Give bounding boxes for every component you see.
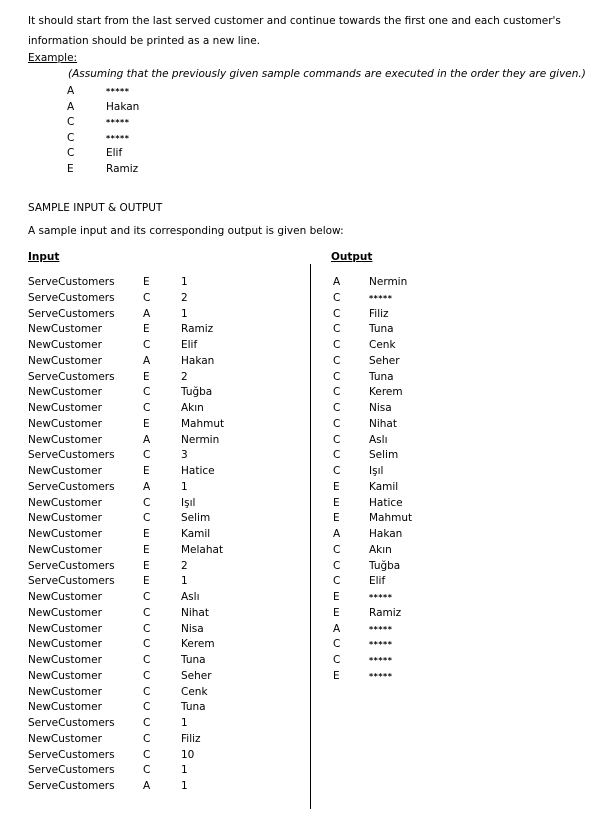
- output-value: Nihat: [369, 417, 397, 430]
- output-value: Nisa: [369, 402, 392, 414]
- input-code: C: [143, 339, 151, 351]
- input-command: NewCustomer: [28, 339, 102, 351]
- input-command: NewCustomer: [28, 465, 102, 477]
- output-code: C: [333, 386, 341, 399]
- input-value: Filiz: [181, 732, 201, 745]
- input-code: C: [143, 622, 151, 635]
- section-description: A sample input and its corresponding output is given below:: [28, 225, 344, 237]
- input-command: NewCustomer: [28, 496, 102, 509]
- output-code: C: [333, 638, 341, 651]
- output-code: E: [333, 606, 340, 619]
- input-command: NewCustomer: [28, 732, 102, 745]
- input-code: E: [143, 528, 150, 540]
- input-value: Hakan: [181, 354, 215, 367]
- input-command: NewCustomer: [28, 433, 102, 446]
- input-command: NewCustomer: [28, 669, 102, 682]
- input-command: ServeCustomers: [28, 307, 115, 320]
- input-command: ServeCustomers: [28, 717, 115, 729]
- input-command: NewCustomer: [28, 591, 102, 603]
- input-code: E: [143, 276, 150, 288]
- input-value: 1: [181, 717, 188, 729]
- input-code: C: [143, 402, 151, 414]
- input-command: NewCustomer: [28, 402, 102, 414]
- input-command: NewCustomer: [28, 622, 102, 635]
- example-code: A: [67, 85, 75, 97]
- input-command: ServeCustomers: [28, 370, 115, 383]
- example-value: *****: [106, 87, 130, 96]
- input-command: NewCustomer: [28, 685, 102, 698]
- input-code: A: [143, 480, 151, 493]
- input-code: C: [143, 591, 151, 603]
- input-code: C: [143, 748, 151, 761]
- input-value: 1: [181, 276, 188, 288]
- input-command: NewCustomer: [28, 323, 102, 336]
- input-code: E: [143, 575, 150, 588]
- input-code: C: [143, 386, 151, 399]
- example-title: Example:: [28, 52, 78, 64]
- input-header: Input: [28, 251, 60, 263]
- input-value: Cenk: [181, 685, 208, 698]
- output-code: C: [333, 417, 341, 430]
- output-value: Hatice: [369, 496, 403, 509]
- input-value: Seher: [181, 669, 212, 682]
- output-value: *****: [369, 293, 393, 303]
- input-value: Tuna: [181, 701, 206, 714]
- example-code: C: [67, 116, 75, 129]
- input-value: Kamil: [181, 528, 211, 540]
- section-title: SAMPLE INPUT & OUTPUT: [28, 202, 163, 214]
- output-value: Elif: [369, 575, 386, 588]
- output-code: E: [333, 669, 340, 682]
- input-command: NewCustomer: [28, 512, 102, 525]
- output-value: Seher: [369, 354, 400, 367]
- input-code: C: [143, 669, 151, 682]
- input-value: Kerem: [181, 638, 215, 651]
- input-code: A: [143, 780, 151, 792]
- example-code: C: [67, 147, 75, 160]
- output-code: E: [333, 591, 340, 603]
- input-command: ServeCustomers: [28, 480, 115, 493]
- output-code: A: [333, 622, 341, 635]
- input-value: Hatice: [181, 465, 215, 477]
- input-command: ServeCustomers: [28, 291, 115, 304]
- input-code: A: [143, 433, 151, 446]
- input-value: Nermin: [181, 433, 220, 446]
- input-code: C: [143, 291, 151, 304]
- output-code: C: [333, 370, 341, 383]
- input-value: Ramiz: [181, 323, 214, 336]
- output-code: C: [333, 339, 341, 351]
- output-code: C: [333, 402, 341, 414]
- input-code: C: [143, 496, 151, 509]
- example-code: C: [67, 131, 75, 144]
- output-value: *****: [369, 624, 393, 634]
- output-code: C: [333, 354, 341, 367]
- output-code: E: [333, 512, 340, 525]
- output-value: Akın: [369, 543, 392, 556]
- input-code: C: [143, 654, 151, 666]
- output-code: C: [333, 307, 341, 320]
- example-value: Ramiz: [106, 163, 139, 175]
- input-command: NewCustomer: [28, 354, 102, 367]
- column-divider: [310, 264, 311, 809]
- output-value: Mahmut: [369, 512, 413, 525]
- input-code: E: [143, 417, 150, 430]
- input-command: ServeCustomers: [28, 276, 115, 288]
- input-code: C: [143, 606, 151, 619]
- output-code: C: [333, 559, 341, 572]
- example-value: Hakan: [106, 100, 140, 113]
- input-value: Işıl: [181, 496, 196, 509]
- output-code: E: [333, 480, 340, 493]
- input-command: ServeCustomers: [28, 559, 115, 572]
- example-value: Elif: [106, 147, 123, 160]
- example-value: *****: [106, 133, 130, 143]
- input-value: Nisa: [181, 622, 204, 635]
- output-value: Nermin: [369, 276, 408, 288]
- input-command: NewCustomer: [28, 543, 102, 556]
- input-code: C: [143, 764, 151, 777]
- output-code: C: [333, 543, 341, 556]
- input-command: NewCustomer: [28, 606, 102, 619]
- input-command: ServeCustomers: [28, 575, 115, 588]
- input-code: C: [143, 685, 151, 698]
- input-value: Melahat: [181, 543, 224, 556]
- output-code: C: [333, 575, 341, 588]
- output-value: *****: [369, 656, 393, 665]
- input-value: Akın: [181, 402, 204, 414]
- input-command: ServeCustomers: [28, 764, 115, 777]
- example-code: A: [67, 100, 75, 113]
- output-value: Tuğba: [369, 559, 401, 572]
- output-value: Filiz: [369, 307, 389, 320]
- intro-paragraph: It should start from the last served customer and continue towards the first one and each customer's information should be printed as a new line.: [28, 15, 561, 47]
- input-code: E: [143, 543, 150, 556]
- output-value: Cenk: [369, 339, 396, 351]
- input-command: ServeCustomers: [28, 449, 115, 462]
- output-value: Işıl: [369, 465, 384, 477]
- input-value: 10: [181, 748, 195, 761]
- output-code: A: [333, 276, 341, 288]
- input-value: 1: [181, 780, 188, 792]
- input-command: NewCustomer: [28, 654, 102, 666]
- input-value: Elif: [181, 339, 198, 351]
- input-code: C: [143, 701, 151, 714]
- output-code: A: [333, 528, 341, 540]
- output-value: Kamil: [369, 480, 399, 493]
- output-code: C: [333, 449, 341, 462]
- input-command: NewCustomer: [28, 386, 102, 399]
- input-value: 2: [181, 291, 188, 304]
- input-value: 3: [181, 449, 188, 462]
- output-code: C: [333, 433, 341, 446]
- example-note: (Assuming that the previously given sample commands are executed in the order they are given.): [68, 68, 586, 80]
- output-code: E: [333, 496, 340, 509]
- input-value: 2: [181, 370, 188, 383]
- input-command: NewCustomer: [28, 417, 102, 430]
- output-value: Kerem: [369, 386, 403, 399]
- input-value: Selim: [181, 512, 211, 525]
- output-value: Ramiz: [369, 606, 402, 619]
- input-command: NewCustomer: [28, 701, 102, 714]
- input-value: Nihat: [181, 606, 209, 619]
- input-code: C: [143, 512, 151, 525]
- output-code: C: [333, 323, 341, 336]
- input-value: Mahmut: [181, 417, 225, 430]
- output-value: *****: [369, 593, 393, 602]
- example-code: E: [67, 163, 74, 175]
- input-code: A: [143, 307, 151, 320]
- input-value: Aslı: [181, 591, 200, 603]
- input-command: NewCustomer: [28, 528, 102, 540]
- input-value: Tuğba: [181, 386, 213, 399]
- input-code: E: [143, 465, 150, 477]
- input-code: A: [143, 354, 151, 367]
- output-value: Tuna: [369, 323, 394, 336]
- example-value: *****: [106, 118, 130, 128]
- input-command: NewCustomer: [28, 638, 102, 651]
- output-value: Tuna: [369, 370, 394, 383]
- input-code: C: [143, 638, 151, 651]
- input-value: 1: [181, 764, 188, 777]
- input-code: E: [143, 559, 150, 572]
- output-value: Selim: [369, 449, 399, 462]
- output-code: C: [333, 291, 341, 304]
- output-header: Output: [331, 251, 373, 263]
- input-value: 1: [181, 575, 188, 588]
- output-value: *****: [369, 640, 393, 650]
- input-code: C: [143, 732, 151, 745]
- input-value: Tuna: [181, 654, 206, 666]
- input-value: 1: [181, 480, 188, 493]
- input-command: ServeCustomers: [28, 748, 115, 761]
- input-code: C: [143, 449, 151, 462]
- input-value: 2: [181, 559, 188, 572]
- output-code: C: [333, 654, 341, 666]
- output-code: C: [333, 465, 341, 477]
- input-code: E: [143, 323, 150, 336]
- input-value: 1: [181, 307, 188, 320]
- output-value: Aslı: [369, 433, 388, 446]
- input-code: C: [143, 717, 151, 729]
- output-value: Hakan: [369, 528, 403, 540]
- input-command: ServeCustomers: [28, 780, 115, 792]
- output-value: *****: [369, 671, 393, 681]
- input-code: E: [143, 370, 150, 383]
